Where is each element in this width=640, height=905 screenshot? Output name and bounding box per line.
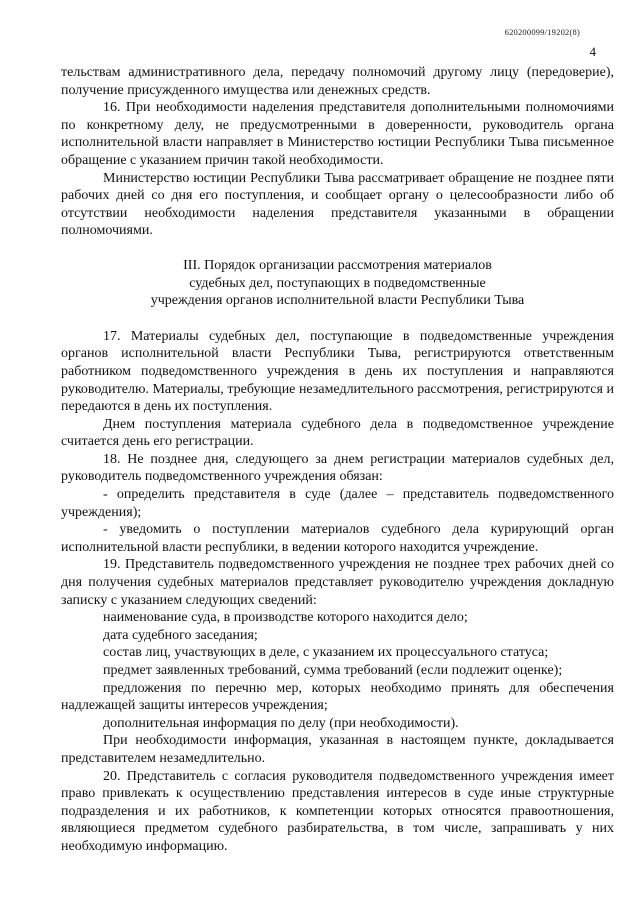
list-item-court-name: наименование суда, в производстве которого находится дело; [103, 610, 468, 626]
paragraph-ministry-review: Министерство юстиции Республики Тыва рассматривает обращение не позднее пяти рабочих дней со дня его поступления, и сообщает органу о целесообразности либо об отсутствии необходимости наделения представителя указанными в обращении полномочиями. [61, 170, 614, 239]
list-item-proposals: предложения по перечню мер, которых необходимо принять для обеспечения надлежащей защиты интересов учреждения; [61, 680, 614, 714]
list-item-notify-authority: - уведомить о поступлении материалов судебного дела курирующий орган исполнительной власти республики, в ведении которого находится учреждение. [61, 522, 614, 555]
section-heading-line-1: III. Порядок организации рассмотрения материалов [183, 257, 492, 273]
page-number: 4 [589, 44, 596, 59]
section-heading-line-3: учреждения органов исполнительной власти Республики Тыва [150, 293, 525, 309]
list-item-hearing-date: дата судебного заседания; [103, 627, 258, 643]
paragraph-registration-day: Днем поступления материала судебного дела в подведомственное учреждение считается день его регистрации. [61, 416, 614, 450]
document-body [61, 64, 614, 856]
paragraph-18: 18. Не позднее дня, следующего за днем регистрации материалов судебных дел, руководитель подведомственного учреждения обязан: [61, 451, 614, 485]
paragraph-urgent-report: При необходимости информация, указанная в настоящем пункте, докладывается представителем незамедлительно. [61, 733, 614, 766]
list-item-parties: состав лиц, участвующих в деле, с указанием их процессуального статуса; [103, 645, 549, 661]
document-code: 620200099/19202(8) [504, 27, 580, 37]
section-heading-line-2: судебных дел, поступающих в подведомственные [189, 275, 486, 291]
paragraph-19: 19. Представитель подведомственного учреждения не позднее трех рабочих дней со дня получения судебных материалов представляет руководителю учреждения докладную записку с указанием следующих сведений: [61, 557, 614, 608]
paragraph-continuation: тельствам административного дела, передачу полномочий другому лицу (передоверие), получение присужденного имущества или денежных средств. [61, 65, 614, 98]
paragraph-16: 16. При необходимости наделения представителя дополнительными полномочиями по конкретному делу, не предусмотренными в доверенности, руководитель органа исполнительной власти направляет в Министерство юстиции Республики Тыва письменное обращение с указанием причин такой необходимости. [61, 100, 614, 168]
list-item-additional-info: дополнительная информация по делу (при необходимости). [103, 715, 459, 731]
paragraph-20: 20. Представитель с согласия руководителя подведомственного учреждения имеет право привлекать к осуществлению представления интересов в суде иные структурные подразделения и их работников, к компетенции которых относятся правоотношения, являющиеся предметом судебного разбирательства, в том числе, запрашивать у них необходимую информацию. [61, 768, 614, 854]
section-heading [61, 257, 614, 310]
list-item-claims: предмет заявленных требований, сумма требований (если подлежит оценке); [103, 663, 563, 678]
list-item-determine-representative: - определить представителя в суде (далее – представитель подведомственного учреждения); [61, 487, 614, 520]
paragraph-17: 17. Материалы судебных дел, поступающие в подведомственные учреждения органов исполнительной власти Республики Тыва, регистрируются ответственным работником подведомственного учреждения в день их поступления и направляются руководителю. Материалы, требующие незамедлительного рассмотрения, регистрируются и передаются в день их поступления. [61, 328, 614, 415]
